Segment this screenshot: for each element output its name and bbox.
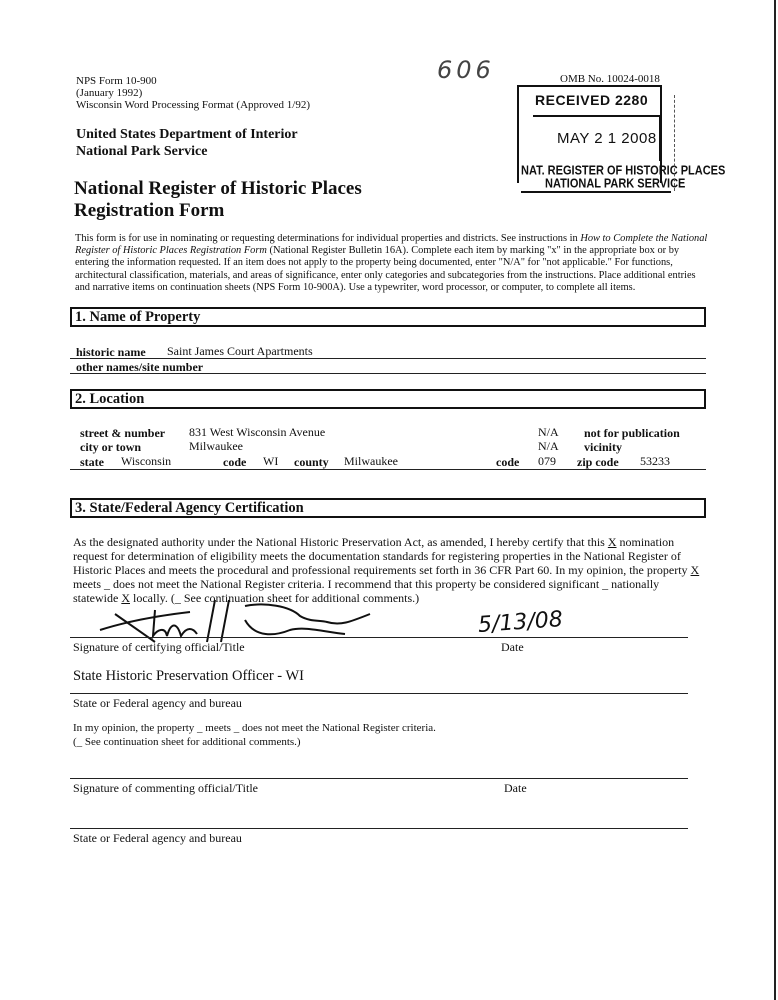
section-3-heading: 3. State/Federal Agency Certification [70, 498, 706, 518]
county-value: Milwaukee [344, 454, 398, 468]
instructions-paragraph: This form is for use in nominating or requesting determinations for individual properties and districts. See instructions in How to Complete the National Register of Historic Places Registration Form (National Register Bulletin 16A). Complete each item by marking "x" in the appropriate box or by entering the information requested. If an item does not apply to the property being documented, enter "N/A" for "not applicable." For functions, architectural classification, materials, and areas of significance, enter only categories and subcategories from the instructions. Place additional entries and narrative items on continuation sheets (NPS Form 10-900A). Use a typewriter, word processor, or computer, to complete all items. [75, 233, 708, 293]
omb-number: OMB No. 10024-0018 [560, 73, 660, 85]
state-value: Wisconsin [121, 454, 172, 468]
commenting-signature-label: Signature of commenting official/Title [73, 781, 258, 795]
form-date: (January 1992) [76, 87, 143, 99]
state-code-value: WI [263, 454, 279, 468]
agency-label: State or Federal agency and bureau [73, 696, 242, 710]
dept-line1: United States Department of Interior [76, 127, 298, 142]
section-2-heading: 2. Location [70, 389, 706, 409]
officer-title: State Historic Preservation Officer - WI [73, 668, 304, 684]
date-label-2: Date [504, 781, 527, 795]
agency-label-2: State or Federal agency and bureau [73, 831, 242, 845]
street-na: N/A [538, 425, 559, 439]
historic-name-value: Saint James Court Apartments [167, 344, 313, 358]
not-for-publication: not for publication [584, 426, 680, 440]
form-format: Wisconsin Word Processing Format (Approved 1/92) [76, 99, 311, 111]
date-label: Date [501, 640, 524, 654]
form-number: NPS Form 10-900 [76, 75, 157, 87]
vicinity-label: vicinity [584, 440, 622, 454]
stamp-line1: NAT. REGISTER OF HISTORIC PLACES [521, 164, 726, 178]
handwritten-number: 606 [437, 56, 495, 84]
street-label: street & number [80, 426, 166, 440]
opinion-line2: (_ See continuation sheet for additional comments.) [73, 736, 301, 748]
certification-paragraph: As the designated authority under the National Historic Preservation Act, as amended, I hereby certify that this X nomination request for determination of eligibility meets the documentation standards for registering properties in the National Register of Historic Places and meets the procedural and professional requirements set forth in 36 CFR Part 60. In my opinion, the property X meets _ does not meet the National Register criteria. I recommend that this property be considered significant _ nationally statewide X locally. (_ See continuation sheet for additional comments.) [73, 535, 700, 605]
state-code-label: code [223, 455, 247, 469]
county-code-value: 079 [538, 454, 556, 468]
city-na: N/A [538, 439, 559, 453]
section-1-heading: 1. Name of Property [70, 307, 706, 327]
zip-value: 53233 [640, 454, 670, 468]
city-value: Milwaukee [189, 439, 243, 453]
county-label: county [294, 455, 329, 469]
stamp-received: RECEIVED 2280 [535, 92, 649, 108]
state-label: state [80, 455, 104, 469]
dept-line2: National Park Service [76, 144, 208, 159]
street-value: 831 West Wisconsin Avenue [189, 425, 326, 439]
form-title-line2: Registration Form [74, 200, 225, 221]
city-label: city or town [80, 440, 142, 454]
received-stamp [517, 85, 726, 191]
scan-edge [774, 0, 776, 1000]
opinion-line1: In my opinion, the property _ meets _ does not meet the National Register criteria. [73, 722, 436, 734]
stamp-line2: NATIONAL PARK SERVICE [545, 177, 686, 191]
handwritten-date: 5/13/08 [477, 607, 564, 638]
certifying-signature-label: Signature of certifying official/Title [73, 640, 245, 654]
county-code-label: code [496, 455, 520, 469]
other-names-label: other names/site number [76, 360, 204, 374]
historic-name-label: historic name [76, 345, 146, 359]
form-title-line1: National Register of Historic Places [74, 178, 362, 199]
stamp-date: MAY 2 1 2008 [557, 130, 657, 147]
zip-label: zip code [577, 455, 619, 469]
